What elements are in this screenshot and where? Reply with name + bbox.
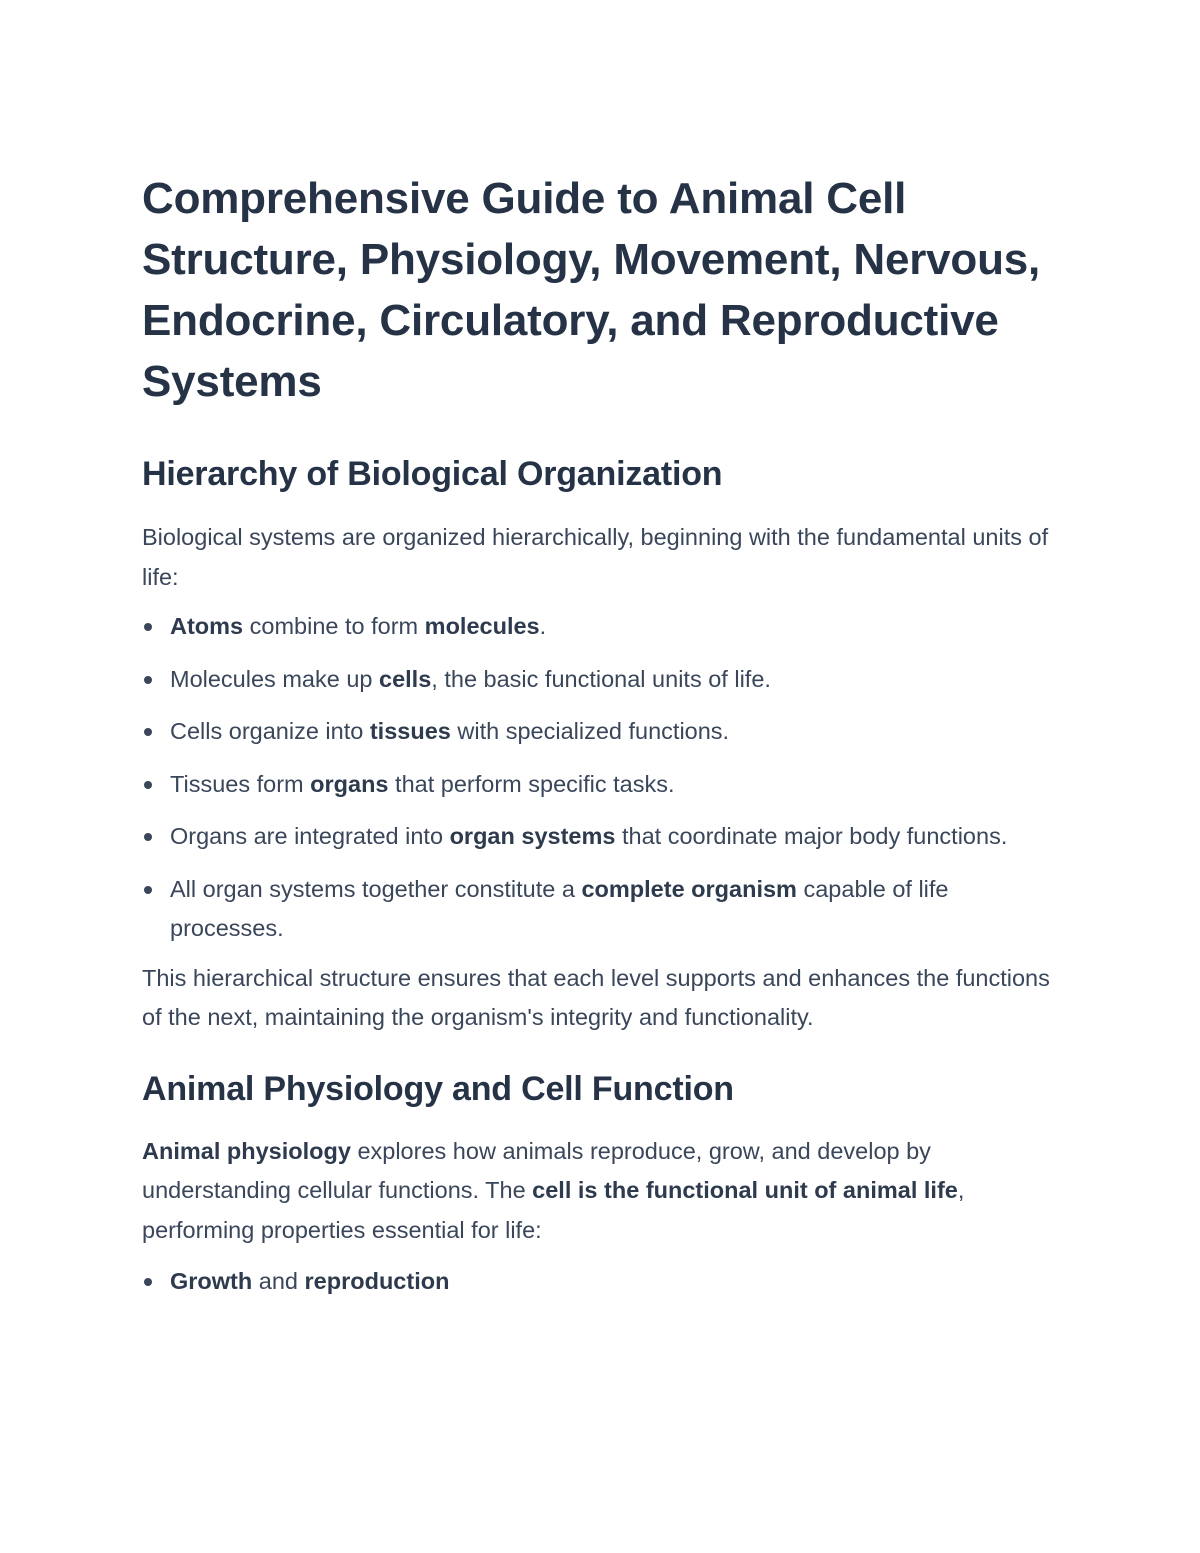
bold-term: molecules: [424, 613, 540, 639]
item-text: , the basic functional units of life.: [431, 665, 771, 692]
item-text: Molecules make up: [170, 665, 379, 692]
item-text: Cells organize into: [170, 718, 370, 744]
item-text: and: [252, 1268, 305, 1294]
bold-term: Growth: [170, 1268, 253, 1294]
list-item: [142, 870, 1062, 949]
bullet-icon: [144, 676, 152, 684]
item-text: Tissues form: [170, 770, 311, 797]
bold-term: functional unit of animal life: [645, 1177, 958, 1203]
bullet-icon: [144, 886, 152, 894]
document-page: [142, 168, 1062, 1302]
list-item: [142, 660, 1062, 700]
list-item: [142, 817, 1062, 857]
section-intro-hierarchy: Biological systems are organized hierarchically, beginning with the fundamental units of life:: [142, 524, 1049, 590]
bullet-icon: [144, 623, 152, 631]
list-item: [142, 1262, 1062, 1302]
intro-text: , performing properties essential for life:: [142, 1177, 965, 1243]
list-item: [142, 765, 1062, 805]
item-text: that coordinate major body functions.: [615, 823, 1008, 849]
bold-term: cells: [379, 665, 432, 692]
item-text: All organ systems together constitute a: [170, 875, 582, 902]
hierarchy-list: [142, 607, 1062, 949]
item-text: combine to form: [243, 613, 425, 639]
bold-term: Atoms: [170, 613, 244, 639]
bullet-icon: [144, 781, 152, 789]
bullet-icon: [144, 1278, 152, 1286]
item-text: capable of life processes.: [170, 875, 949, 941]
page-title: Comprehensive Guide to Animal Cell Structure, Physiology, Movement, Nervous, Endocrine, Circulatory, and Reproductive Systems: [142, 174, 1041, 406]
section-heading-physiology: Animal Physiology and Cell Function: [142, 1069, 734, 1108]
item-text: Organs are integrated into: [170, 823, 450, 849]
bold-term: cell is the: [532, 1177, 640, 1203]
section-heading-hierarchy: Hierarchy of Biological Organization: [142, 455, 723, 493]
cell-properties-list: [142, 1262, 1062, 1302]
item-text: with specialized functions.: [450, 718, 730, 744]
bold-term: organ systems: [449, 823, 616, 849]
bold-term: reproduction: [304, 1268, 450, 1294]
bold-term: complete organism: [581, 875, 797, 902]
item-text: that perform specific tasks.: [388, 770, 675, 797]
bold-term: organs: [310, 770, 389, 797]
bullet-icon: [144, 833, 152, 841]
section-closing-hierarchy: This hierarchical structure ensures that each level supports and enhances the functions of the next, maintaining the organism's integrity and functionality.: [142, 964, 1050, 1030]
section-intro-physiology: [142, 1132, 1062, 1251]
list-item: [142, 607, 1062, 647]
item-text: .: [539, 613, 547, 639]
bold-term: tissues: [369, 718, 451, 744]
intro-text: explores how animals reproduce, grow, and develop by understanding cellular functions. The: [142, 1137, 931, 1203]
bold-term: Animal physiology: [142, 1137, 351, 1164]
bullet-icon: [144, 728, 152, 736]
list-item: [142, 712, 1062, 752]
